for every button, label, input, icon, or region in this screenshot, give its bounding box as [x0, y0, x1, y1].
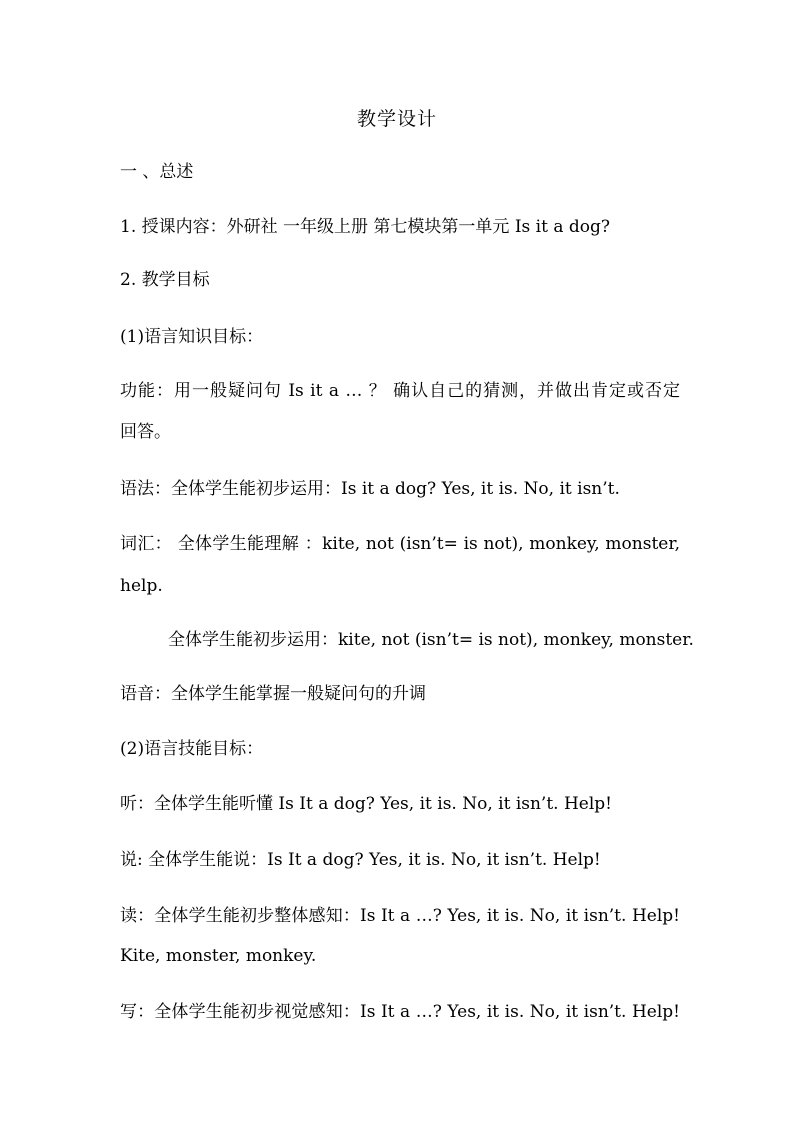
speaking-text: 说: 全体学生能说：Is It a dog? Yes, it is. No, it isn’t. Help! — [120, 850, 601, 870]
phonics-text: 语音：全体学生能掌握一般疑问句的升调 — [120, 684, 426, 704]
item-teaching-objectives: 2. 教学目标 — [120, 270, 210, 290]
reading-text-line1: 读：全体学生能初步整体感知：Is It a …? Yes, it is. No, it isn’t. Help! — [120, 906, 680, 926]
subheading-language-skills: (2)语言技能目标： — [120, 739, 264, 759]
item-teaching-content: 1. 授课内容：外研社 一年级上册 第七模块第一单元 Is it a dog? — [120, 217, 611, 237]
document-title: 教学设计 — [356, 108, 437, 130]
listening-text: 听：全体学生能听懂 Is It a dog? Yes, it is. No, it isn’t. Help! — [120, 794, 613, 814]
subheading-language-knowledge: (1)语言知识目标： — [120, 327, 264, 347]
function-text-line1: 功能：用一般疑问句 Is it a … ？ 确认自己的猜测，并做出肯定或否定 — [120, 381, 680, 401]
reading-text-line2: Kite, monster, monkey. — [120, 946, 317, 966]
writing-text: 写：全体学生能初步视觉感知：Is It a …? Yes, it is. No, it isn’t. Help! — [120, 1002, 680, 1022]
vocabulary-text-line3: 全体学生能初步运用：kite, not (isn’t= is not), monkey, monster. — [168, 630, 694, 650]
grammar-text: 语法：全体学生能初步运用：Is it a dog? Yes, it is. No, it isn’t. — [120, 479, 620, 499]
section-heading-overview: 一 、总述 — [120, 162, 194, 182]
function-text-line2: 回答。 — [120, 422, 171, 442]
vocabulary-text-line1: 词汇： 全体学生能理解 ：kite, not (isn’t= is not), monkey, monster, — [120, 534, 680, 554]
vocabulary-text-line2: help. — [120, 576, 163, 596]
